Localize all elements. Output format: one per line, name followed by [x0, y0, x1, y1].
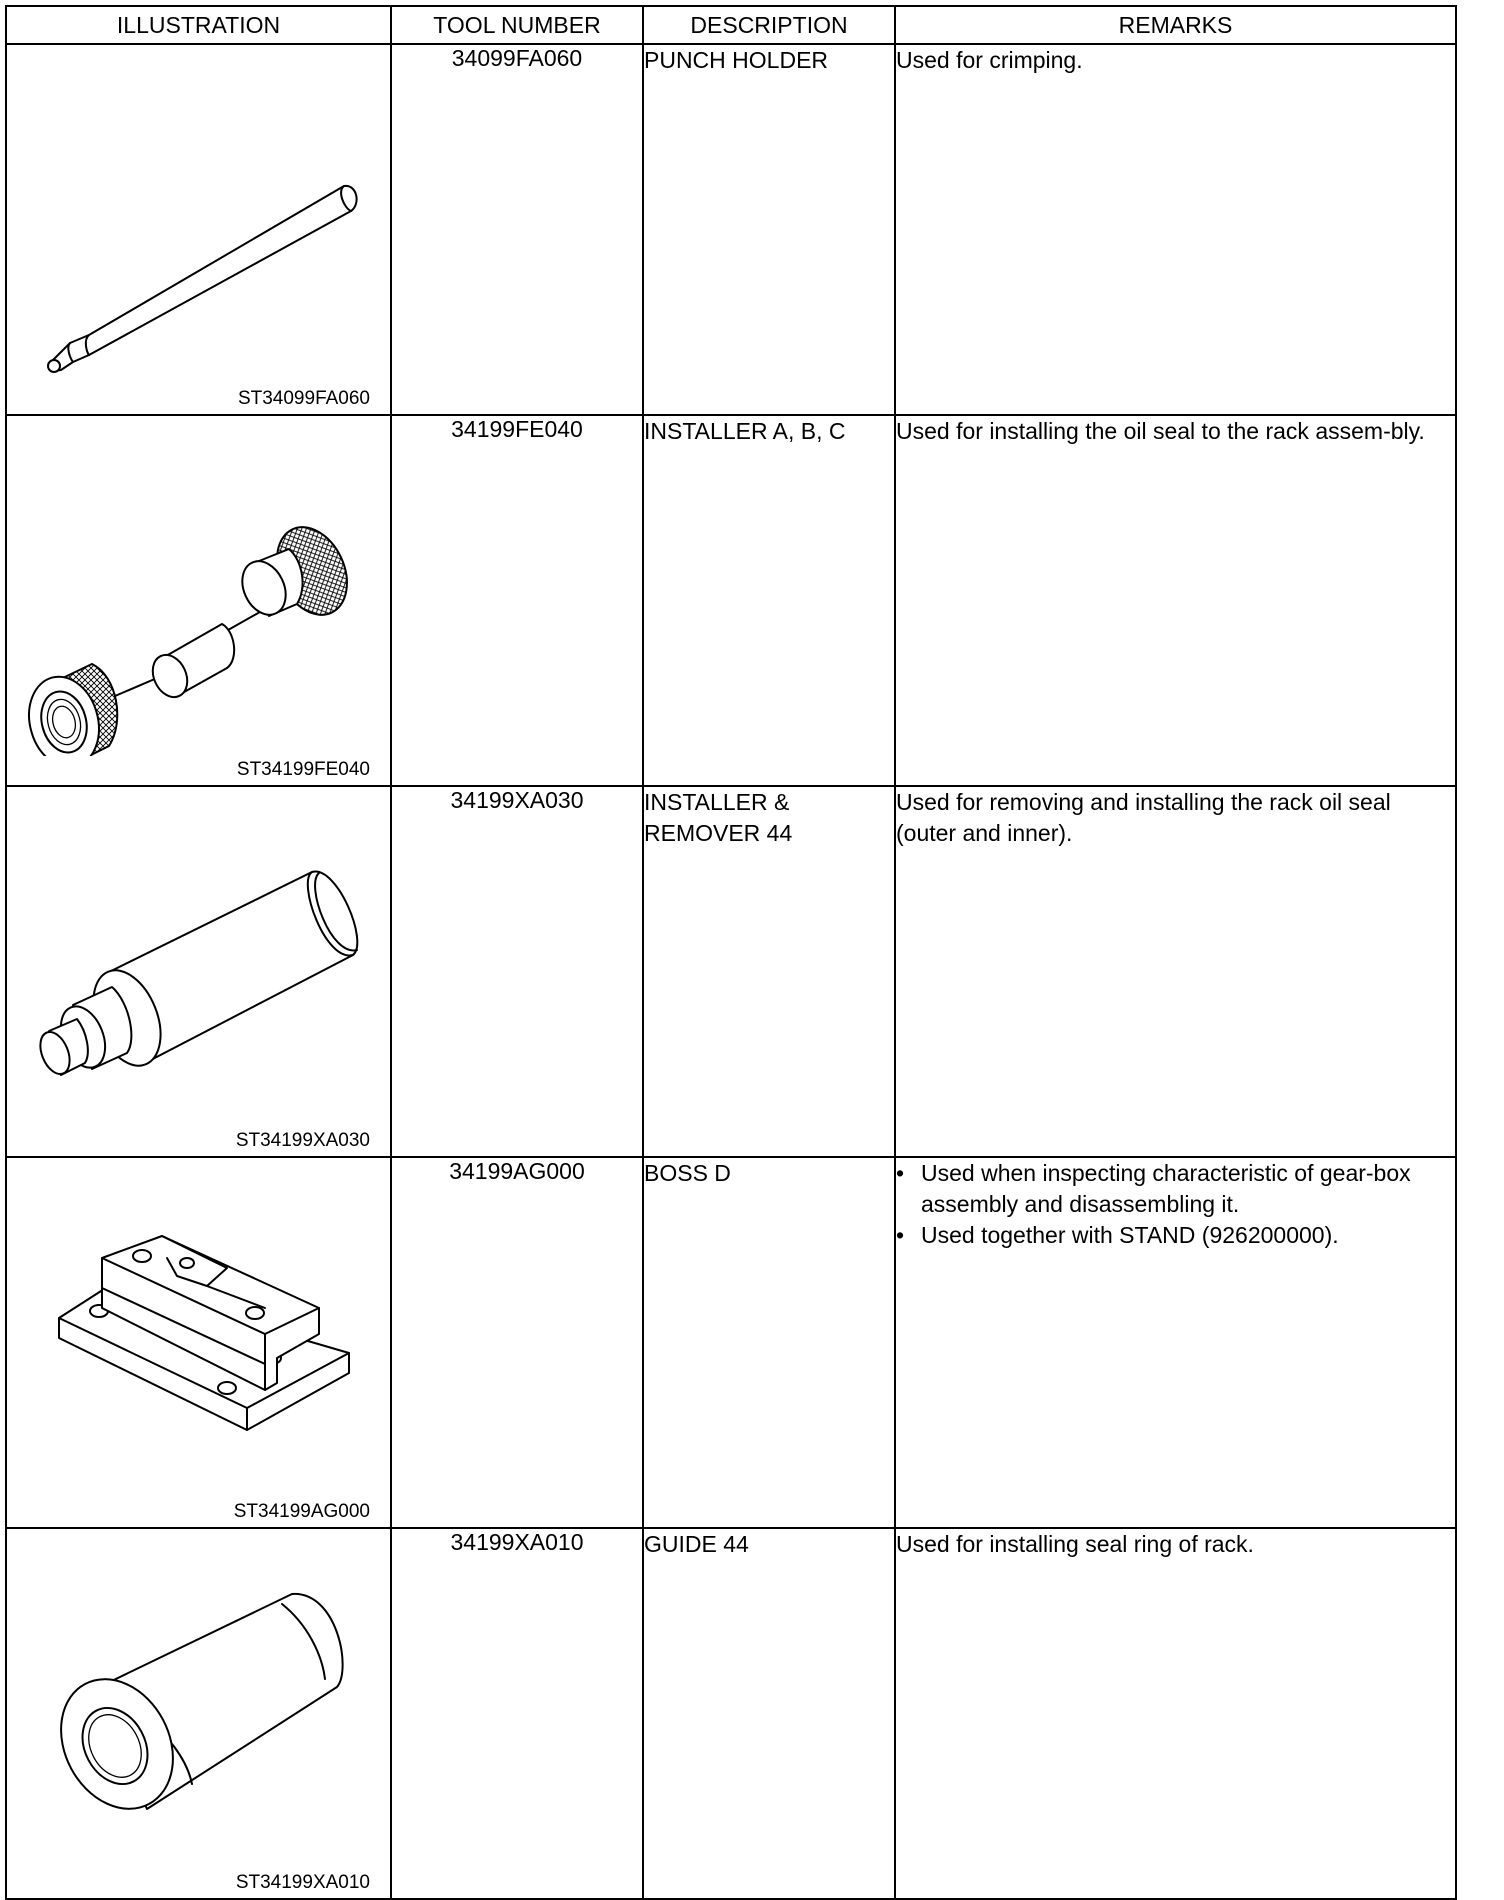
illustration-code: ST34199XA030	[235, 1130, 370, 1151]
guide-icon	[7, 1529, 392, 1869]
illustration-code: ST34199AG000	[233, 1501, 370, 1522]
tool-number: 34199XA030	[391, 786, 643, 1157]
illustration-cell	[6, 1157, 391, 1528]
special-tools-table	[5, 5, 1457, 1900]
remarks-list	[895, 1157, 1456, 1528]
table-row	[6, 44, 1456, 415]
remarks: Used for installing seal ring of rack.	[895, 1528, 1456, 1899]
remark-bullet-item	[896, 1158, 1455, 1220]
installer-abc-icon	[7, 416, 392, 756]
description: PUNCH HOLDER	[643, 44, 895, 415]
header-illustration: ILLUSTRATION	[6, 6, 391, 44]
description: GUIDE 44	[643, 1528, 895, 1899]
tool-number: 34199XA010	[391, 1528, 643, 1899]
description: BOSS D	[643, 1157, 895, 1528]
remarks: Used for removing and installing the rack oil seal (outer and inner).	[895, 786, 1456, 1157]
punch-holder-icon	[7, 45, 392, 385]
header-tool-number: TOOL NUMBER	[391, 6, 643, 44]
illustration-cell	[6, 415, 391, 786]
remarks: Used for installing the oil seal to the rack assem-bly.	[895, 415, 1456, 786]
bullet-glyph: •	[896, 1222, 905, 1248]
table-row	[6, 1157, 1456, 1528]
bullet-glyph: •	[896, 1160, 905, 1186]
boss-d-icon	[7, 1158, 392, 1498]
table-row	[6, 415, 1456, 786]
tool-number: 34099FA060	[391, 44, 643, 415]
remark-text: Used when inspecting characteristic of gear-box assembly and disassembling it.	[921, 1160, 1411, 1217]
illustration-cell	[6, 786, 391, 1157]
illustration-cell	[6, 1528, 391, 1899]
remarks: Used for crimping.	[895, 44, 1456, 415]
description: INSTALLER A, B, C	[643, 415, 895, 786]
illustration-code: ST34099FA060	[237, 388, 370, 409]
header-remarks: REMARKS	[895, 6, 1456, 44]
header-row	[6, 6, 1456, 44]
description: INSTALLER & REMOVER 44	[643, 786, 895, 1157]
tool-number: 34199AG000	[391, 1157, 643, 1528]
illustration-code: ST34199XA010	[235, 1872, 370, 1893]
illustration-cell	[6, 44, 391, 415]
illustration-code: ST34199FE040	[236, 759, 370, 780]
header-description: DESCRIPTION	[643, 6, 895, 44]
remark-bullet-item	[896, 1220, 1455, 1251]
table-row	[6, 1528, 1456, 1899]
table-row	[6, 786, 1456, 1157]
tool-number: 34199FE040	[391, 415, 643, 786]
installer-remover-icon	[7, 787, 392, 1127]
remark-text: Used together with STAND (926200000).	[921, 1222, 1339, 1248]
